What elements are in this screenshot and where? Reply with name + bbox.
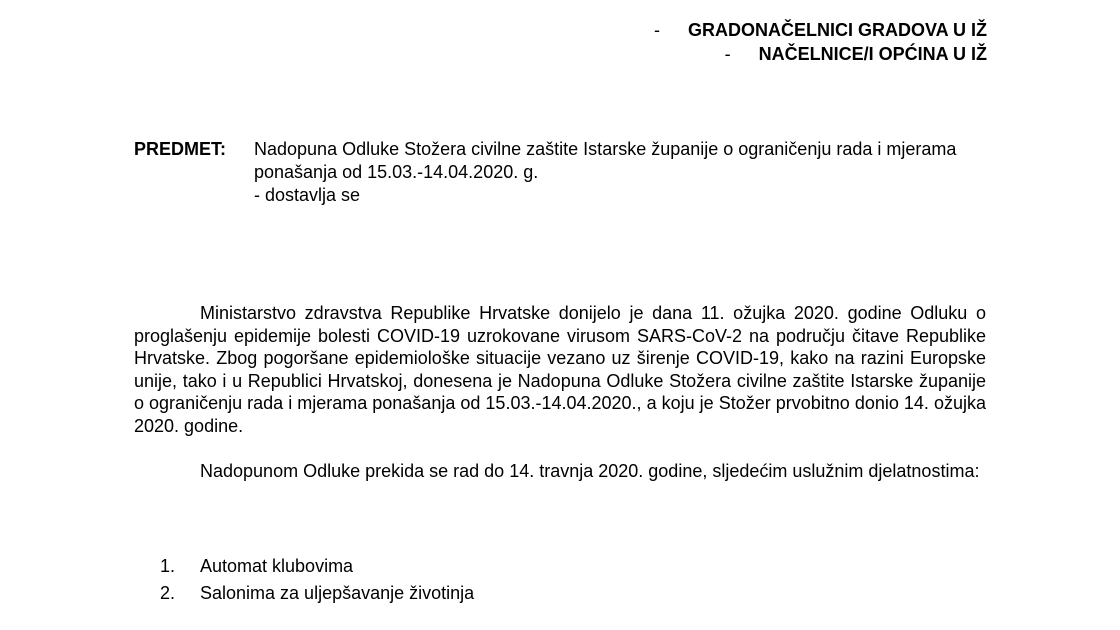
recipient-text: NAČELNICE/I OPĆINA U IŽ [758,44,987,64]
list-number: 1. [160,556,176,576]
list-number: 2. [160,583,176,603]
recipient-line [654,18,987,42]
services-list [160,553,474,607]
subject-block [134,138,994,207]
list-item [160,580,474,607]
subject-label: PREDMET: [134,139,227,159]
list-text: Salonima za uljepšavanje životinja [200,583,475,603]
paragraph: Ministarstvo zdravstva Republike Hrvatske donijelo je dana 11. ožujka 2020. godine Odluku o proglašenju epidemije bolesti COVID-19 uzrokovane virusom SARS-CoV-2 na području čitave Republike Hrvatske. Zbog pogoršane epidemiološke situacije vezano uz širenje COVID-19, kako na razini Europske unije, tako i u Republici Hrvatskoj, donesena je Nadopuna Odluke Stožera civilne zaštite Istarske županije o ograničenju rada i mjerama ponašanja od 15.03.-14.04.2020., a koju je Stožer prvobitno donio 14. ožujka 2020. godine. [134,303,986,436]
recipient-dash: - [654,20,660,40]
subject-sub: - dostavlja se [254,185,361,205]
recipient-dash: - [724,44,731,64]
paragraph: Nadopunom Odluke prekida se rad do 14. travnja 2020. godine, sljedećim uslužnim djelatnostima: [200,460,980,481]
list-text: Automat klubovima [200,556,354,576]
recipients-block [654,18,987,66]
recipient-text: GRADONAČELNICI GRADOVA U IŽ [688,20,987,40]
body-text [134,302,986,482]
subject-text: Nadopuna Odluke Stožera civilne zaštite Istarske županije o ograničenju rada i mjerama ponašanja od 15.03.-14.04.2020. g. [254,139,957,182]
recipient-line [654,42,987,66]
list-item [160,553,474,580]
